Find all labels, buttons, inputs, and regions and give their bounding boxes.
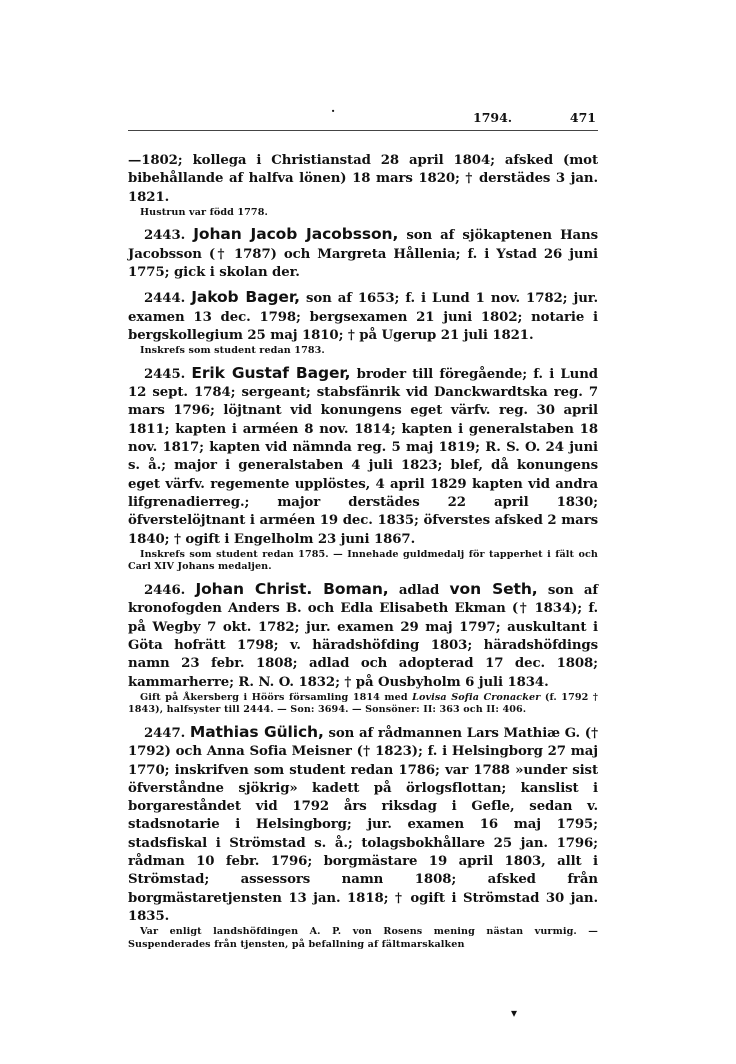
- page-number: 471: [569, 110, 596, 125]
- intro-paragraph: —1802; kollega i Christianstad 28 april 1804; afsked (mot bibehållande af halfva lönen) 18 mars 1820; † derstädes 3 jan. 1821.: [128, 153, 598, 205]
- entry-name: Jakob Bager,: [191, 288, 300, 307]
- footer-mark: ▾: [511, 1006, 518, 1020]
- header-dot: ·: [331, 104, 336, 118]
- entry-name: Johan Christ. Boman,: [195, 580, 389, 599]
- entry-number: 2447.: [144, 725, 186, 741]
- entry-name-noble: von Seth,: [449, 580, 538, 599]
- entry-name: Mathias Gülich,: [189, 722, 324, 741]
- entry-2444: [128, 288, 598, 345]
- entry-2447: [128, 723, 598, 926]
- entry-text: son af 1653; f. i Lund 1 nov. 1782; jur. examen 13 dec. 1798; bergsexamen 21 juni 1802; notarie i bergskollegium 25 maj 1810; † på Ugerup 21 juli 1821.: [128, 291, 599, 343]
- entry-note: Inskrefs som student redan 1783.: [140, 345, 325, 357]
- entry-number: 2443.: [144, 228, 186, 244]
- entry-name: Erik Gustaf Bager,: [191, 363, 351, 382]
- note-italic-name: Lovisa Sofia Cronacker: [412, 691, 541, 703]
- entry-note: [128, 692, 598, 717]
- entry-text-cont: son af kronofogden Anders B. och Edla Elisabeth Ekman († 1834); f. på Wegby 7 okt. 1782; jur. examen 29 maj 1797; auskultant i Göta hofrätt 1798; v. häradshöfding 1803; häradshöfdings namn 23 febr. 1808; adlad och adopterad 17 dec. 1808; kammarherre; R. N. O. 1832; † på Ousbyholm 6 juli 1834.: [128, 583, 599, 690]
- entry-2446: [128, 580, 598, 692]
- entry-2443: [128, 225, 598, 282]
- note-part: (f. 1792 † 1843), halfsyster till 2444. — Son: 3694. — Sonsöner: II: 363 och II: 406.: [128, 691, 598, 716]
- entry-number: 2446.: [144, 583, 186, 599]
- running-header: [128, 110, 598, 131]
- header-year: 1794.: [473, 110, 513, 125]
- entry-text: broder till föregående; f. i Lund 12 sept. 1784; sergeant; stabsfänrik vid Danckwardtska reg. 7 mars 1796; löjtnant vid konungens eget värfv. reg. 30 april 1811; kapten i arméen 8 nov. 1814; kapten i generalstaben 18 nov. 1817; kapten vid nämnda reg. 5 maj 1819; R. S. O. 24 juni s. å.; major i generalstaben 4 juli 1823; blef, då konungens eget värfv. regemente upplöstes, 4 april 1829 kapten vid andra lifgrenadierreg.; major derstädes 22 april 1830; öfverstelöjtnant i arméen 19 dec. 1835; öfverstes afsked 2 mars 1840; † ogift i Engelholm 23 juni 1867.: [128, 366, 598, 547]
- intro-note: Hustrun var född 1778.: [140, 206, 268, 218]
- entry-text: son af rådmannen Lars Mathiæ G. († 1792) och Anna Sofia Meisner († 1823); f. i Helsingborg 27 maj 1770; inskrifven som student redan 1786; var 1788 »under sist öfverståndne sjökrig» kadett på örlogsflottan; kanslist i borgareståndet vid 1792 års riksdag i Gefle, sedan v. stadsnotarie i Helsingborg; jur. examen 16 maj 1795; stadsfiskal i Strömstad s. å.; tolagsbokhållare 25 jan. 1796; rådman 10 febr. 1796; borgmästare 19 april 1803, allt i Strömstad; assessors namn 1808; afsked från borgmästaretjensten 13 jan. 1818; † ogift i Strömstad 30 jan. 1835.: [128, 725, 599, 924]
- note-part: Gift på Åkersberg i Höörs församling 1814 med: [140, 691, 413, 703]
- text-column: [128, 152, 598, 951]
- entry-note: Var enligt landshöfdingen A. P. von Rosens mening nästan vurmig. — Suspenderades från tjensten, på befallning af fältmarskalken: [128, 926, 598, 950]
- entry-note: Inskrefs som student redan 1785. — Innehade guldmedalj för tapperhet i fält och Carl XIV Johans medaljen.: [128, 548, 598, 573]
- entry-number: 2444.: [144, 291, 186, 307]
- entry-number: 2445.: [144, 366, 186, 382]
- entry-text: adlad: [388, 583, 450, 599]
- entry-text: son af sjökaptenen Hans Jacobsson († 1787) och Margreta Hållenia; f. i Ystad 26 juni 1775; gick i skolan der.: [128, 228, 598, 281]
- entry-name: Johan Jacob Jacobsson,: [193, 225, 399, 244]
- entry-2445: [128, 364, 598, 549]
